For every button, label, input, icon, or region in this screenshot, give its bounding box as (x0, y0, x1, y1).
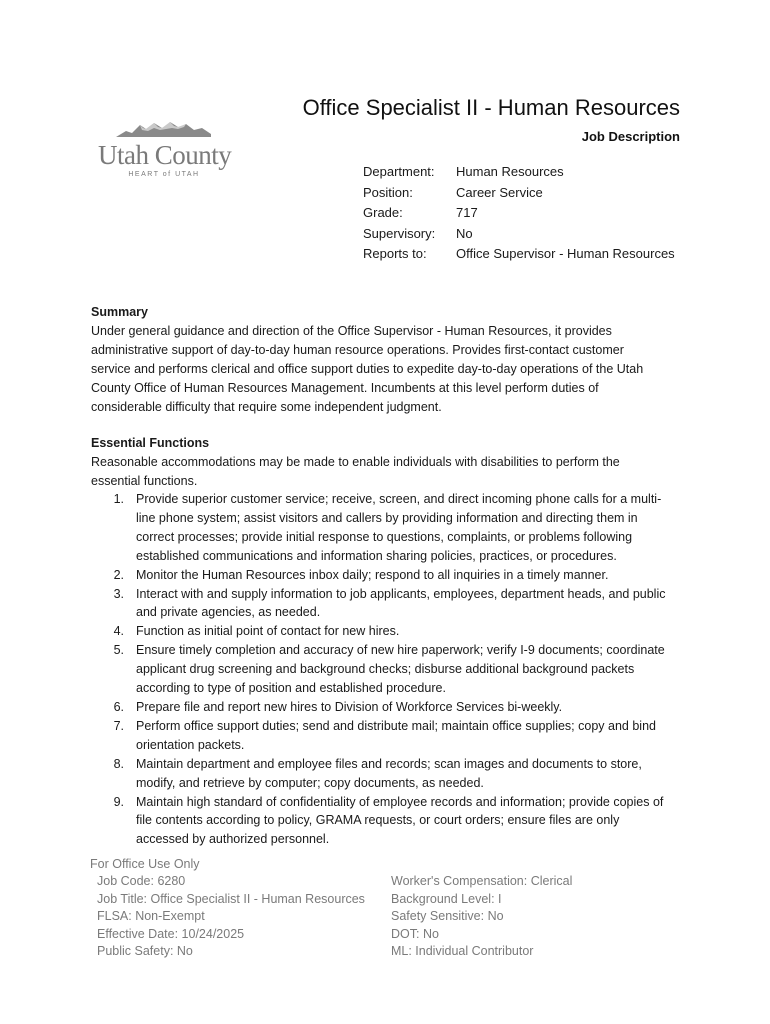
footer-heading: For Office Use Only (90, 857, 200, 871)
info-row-department (363, 162, 675, 183)
essential-functions-heading: Essential Functions (91, 436, 210, 450)
list-item (110, 585, 670, 623)
list-item-number: 9. (113, 794, 124, 809)
footer-field: ML: Individual Contributor (391, 944, 534, 959)
list-item (110, 490, 670, 566)
list-item (110, 622, 670, 641)
summary-text: Under general guidance and direction of the Office Supervisor - Human Resources, it provides administrative support of day-to-day human resource operations. Provides first-contact customer service and performs clerical and office support duties to expedite day-to-day operations of the Utah County Office of Human Resources Management. Incumbents at this level perform duties of considerable difficulty that require some independent judgment. (91, 324, 644, 414)
list-item-text: Maintain department and employee files and records; scan images and documents to store, modify, and retrieve by computer; copy documents, as needed. (136, 756, 642, 790)
info-label: Supervisory: (363, 225, 436, 241)
list-item-number: 2. (113, 567, 124, 582)
logo-wordmark: Utah County (98, 140, 232, 170)
list-item (110, 566, 670, 585)
info-value: Office Supervisor - Human Resources (456, 246, 675, 262)
job-info-table (363, 162, 675, 265)
list-item (110, 641, 670, 698)
info-value: Career Service (456, 184, 543, 200)
footer-field: DOT: No (391, 926, 439, 941)
list-item-text: Provide superior customer service; receive, screen, and direct incoming phone calls for a multi-line phone system; assist visitors and callers by providing information and directing them in correct processes; provide initial response to questions, complaints, or problems following established communications and information sharing policies, practices, or procedures. (136, 492, 662, 563)
info-value: Human Resources (456, 164, 564, 179)
footer-field: Safety Sensitive: No (391, 909, 504, 924)
info-label: Grade: (363, 205, 403, 221)
footer-field: Job Code: 6280 (97, 874, 186, 889)
info-label: Position: (363, 184, 413, 200)
list-item-number: 3. (113, 586, 124, 601)
list-item-text: Perform office support duties; send and distribute mail; maintain office supplies; copy and bind orientation packets. (136, 718, 656, 752)
footer-field: Background Level: I (391, 891, 502, 906)
info-label: Reports to: (363, 246, 427, 262)
footer-field: FLSA: Non-Exempt (97, 909, 205, 924)
list-item (110, 755, 670, 793)
list-item-text: Function as initial point of contact for new hires. (136, 624, 400, 639)
info-value: No (456, 225, 473, 241)
info-label: Department: (363, 164, 435, 179)
info-row-supervisory (363, 224, 675, 245)
logo-tagline: HEART of UTAH (128, 171, 200, 178)
list-item-text: Maintain high standard of confidentiality of employee records and information; provide copies of file contents according to policy, GRAMA requests, or court orders; ensure files are only accessed by authorized personnel. (136, 794, 664, 847)
footer-field: Worker's Compensation: Clerical (391, 874, 573, 889)
info-row-reports-to (363, 244, 675, 265)
info-value: 717 (456, 205, 478, 221)
list-item-text: Monitor the Human Resources inbox daily; respond to all inquiries in a timely manner. (136, 567, 609, 582)
info-row-grade (363, 203, 675, 224)
list-item-text: Ensure timely completion and accuracy of new hire paperwork; verify I-9 documents; coordinate applicant drug screening and background checks; disburse additional background packets according to type of position and established procedure. (136, 643, 665, 696)
list-item-number: 1. (113, 492, 124, 506)
essential-functions-intro: Reasonable accommodations may be made to enable individuals with disabilities to perform the essential functions. (91, 455, 620, 488)
list-item (110, 793, 670, 850)
info-row-position (363, 183, 675, 204)
list-item-number: 8. (113, 756, 124, 771)
footer-field: Effective Date: 10/24/2025 (97, 926, 245, 941)
list-item-number: 4. (113, 624, 124, 639)
footer-field: Public Safety: No (97, 944, 193, 959)
list-item-number: 7. (113, 718, 124, 733)
summary-heading: Summary (91, 305, 148, 319)
utah-county-logo (98, 120, 233, 182)
footer-field: Job Title: Office Specialist II - Human Resources (97, 891, 365, 906)
document-title: Office Specialist II - Human Resources (302, 95, 680, 120)
mountain-range-icon (116, 120, 211, 138)
office-use-footer (90, 856, 573, 959)
essential-functions-list (110, 490, 670, 849)
footer-left-column (97, 873, 365, 960)
list-item-text: Prepare file and report new hires to Division of Workforce Services bi-weekly. (136, 699, 563, 714)
list-item-text: Interact with and supply information to job applicants, employees, department heads, and public and private agencies, as needed. (136, 586, 666, 620)
list-item-number: 6. (113, 699, 124, 714)
list-item (110, 698, 670, 717)
document-subtitle: Job Description (581, 129, 680, 144)
list-item (110, 717, 670, 755)
footer-right-column (391, 873, 572, 960)
list-item-number: 5. (113, 643, 124, 658)
